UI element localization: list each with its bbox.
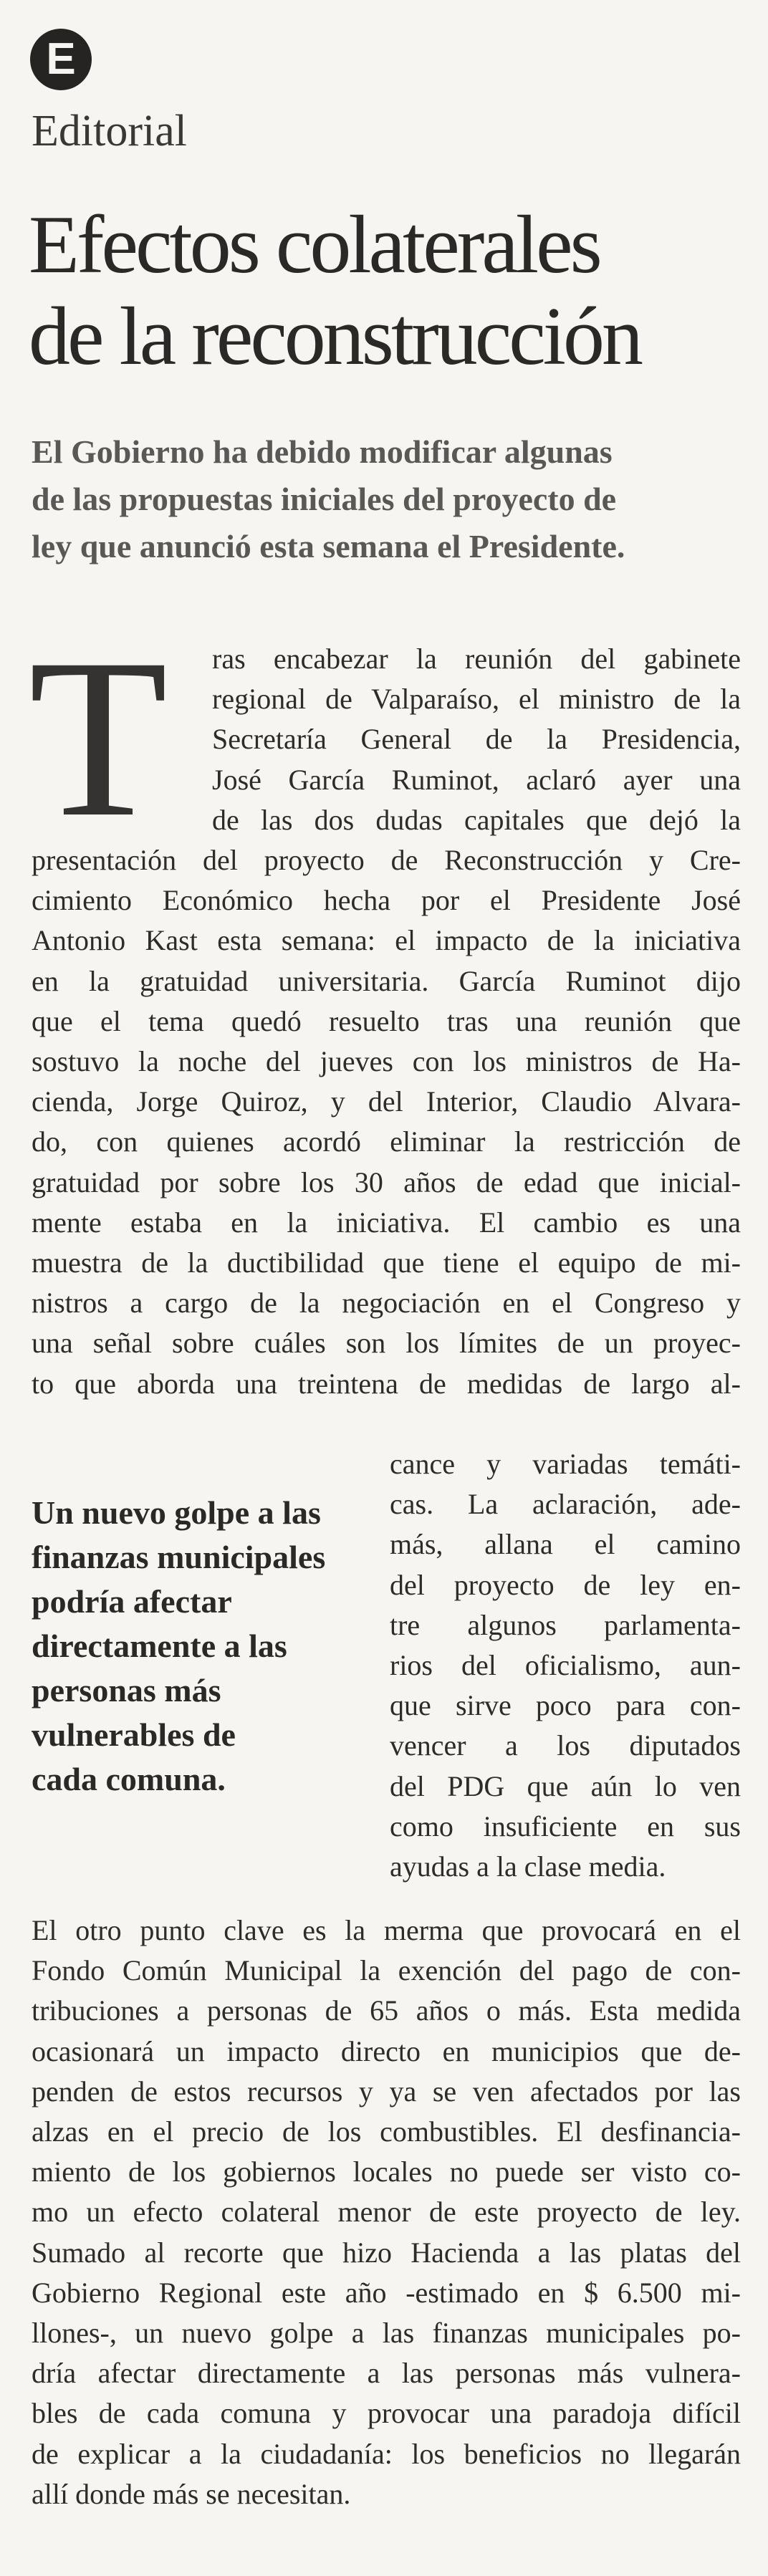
body-line: cimiento Económico hecha por el Presidente José [32,884,741,917]
section-label: Editorial [32,107,187,155]
drop-cap: T [29,612,168,864]
body-line: Antonio Kast esta semana: el impacto de la iniciativa [32,924,741,957]
body-line: José García Ruminot, aclaró ayer una [212,763,741,796]
body-line: tre algunos parlamenta- [390,1608,741,1641]
headline-line: de la reconstrucción [29,291,641,383]
body-line: más, allana el camino [390,1528,741,1561]
body-line: de las dos dudas capitales que dejó la [212,803,741,836]
paragraph-1-intro [212,639,741,840]
body-line: del proyecto de ley en- [390,1568,741,1601]
pull-quote-line: podría afectar [32,1583,232,1620]
body-line: de explicar a la ciudadanía: los beneficios no llegarán [32,2437,741,2470]
paragraph-1-column [390,1444,741,1887]
body-line: en la gratuidad universitaria. García Ruminot dijo [32,964,741,997]
pull-quote-line: vulnerables de [32,1716,236,1753]
deck-line: de las propuestas iniciales del proyecto de [32,481,617,517]
body-line: regional de Valparaíso, el ministro de la [212,683,741,716]
body-line: bles de cada comuna y provocar una paradoja difícil [32,2397,741,2430]
body-line: miento de los gobiernos locales no puede ser visto co- [32,2156,741,2188]
section-badge: E [30,29,92,90]
body-line: allí donde más se necesitan. [32,2477,351,2510]
body-line: do, con quienes acordó eliminar la restricción de [32,1125,741,1158]
deck [32,428,741,570]
deck-line: ley que anunció esta semana el Presidente. [32,528,625,564]
body-line: ras encabezar la reunión del gabinete [212,643,741,675]
paragraph-2 [32,1911,741,2514]
pull-quote-line: Un nuevo golpe a las [32,1494,321,1531]
body-line: dría afectar directamente a las personas más vulnera- [32,2357,741,2390]
paragraph-1-body [32,840,741,1404]
body-line: tribuciones a personas de 65 años o más. Esta medida [32,1994,741,2027]
body-line: mente estaba en la iniciativa. El cambio es una [32,1206,741,1239]
headline-line: Efectos colaterales [29,199,600,291]
headline [29,199,745,383]
body-line: presentación del proyecto de Reconstrucción y Cre- [32,844,741,876]
body-line: cance y variadas temáti- [390,1448,741,1480]
body-line: como insuficiente en sus [390,1810,741,1842]
body-line: cas. La aclaración, ade- [390,1488,741,1521]
pull-quote-line: personas más [32,1672,221,1708]
pull-quote-line: directamente a las [32,1628,287,1664]
body-line: sostuvo la noche del jueves con los ministros de Ha- [32,1045,741,1078]
body-line: nistros a cargo de la negociación en el Congreso y [32,1287,741,1320]
deck-line: El Gobierno ha debido modificar algunas [32,433,613,470]
body-line: El otro punto clave es la merma que provocará en el [32,1914,741,1946]
pull-quote [32,1491,390,1802]
body-line: llones-, un nuevo golpe a las finanzas municipales po- [32,2317,741,2350]
body-line: una señal sobre cuáles son los límites de un proyec- [32,1327,741,1360]
body-line: vencer a los diputados [390,1729,741,1762]
body-line: Sumado al recorte que hizo Hacienda a las platas del [32,2236,741,2269]
body-line: ayudas a la clase media. [390,1850,666,1883]
body-line: Gobierno Regional este año -estimado en $ 6.500 mi- [32,2276,741,2309]
body-line: ocasionará un impacto directo en municipios que de- [32,2034,741,2067]
body-line: to que aborda una treintena de medidas de largo al- [32,1367,741,1400]
body-line: del PDG que aún lo ven [390,1769,741,1802]
body-line: mo un efecto colateral menor de este proyecto de ley. [32,2196,741,2229]
pull-quote-line: cada comuna. [32,1761,226,1797]
body-line: muestra de la ductibilidad que tiene el equipo de mi- [32,1246,741,1279]
body-line: cienda, Jorge Quiroz, y del Interior, Claudio Alvara- [32,1085,741,1118]
body-line: que sirve poco para con- [390,1689,741,1722]
body-line: rios del oficialismo, aun- [390,1649,741,1682]
body-line: gratuidad por sobre los 30 años de edad que inicial- [32,1166,741,1198]
body-line: Fondo Común Municipal la exención del pago de con- [32,1954,741,1987]
body-line: Secretaría General de la Presidencia, [212,723,741,756]
body-line: que el tema quedó resuelto tras una reunión que [32,1004,741,1037]
body-line: alzas en el precio de los combustibles. El desfinancia- [32,2115,741,2148]
body-line: penden de estos recursos y ya se ven afectados por las [32,2075,741,2108]
pull-quote-line: finanzas municipales [32,1539,326,1575]
